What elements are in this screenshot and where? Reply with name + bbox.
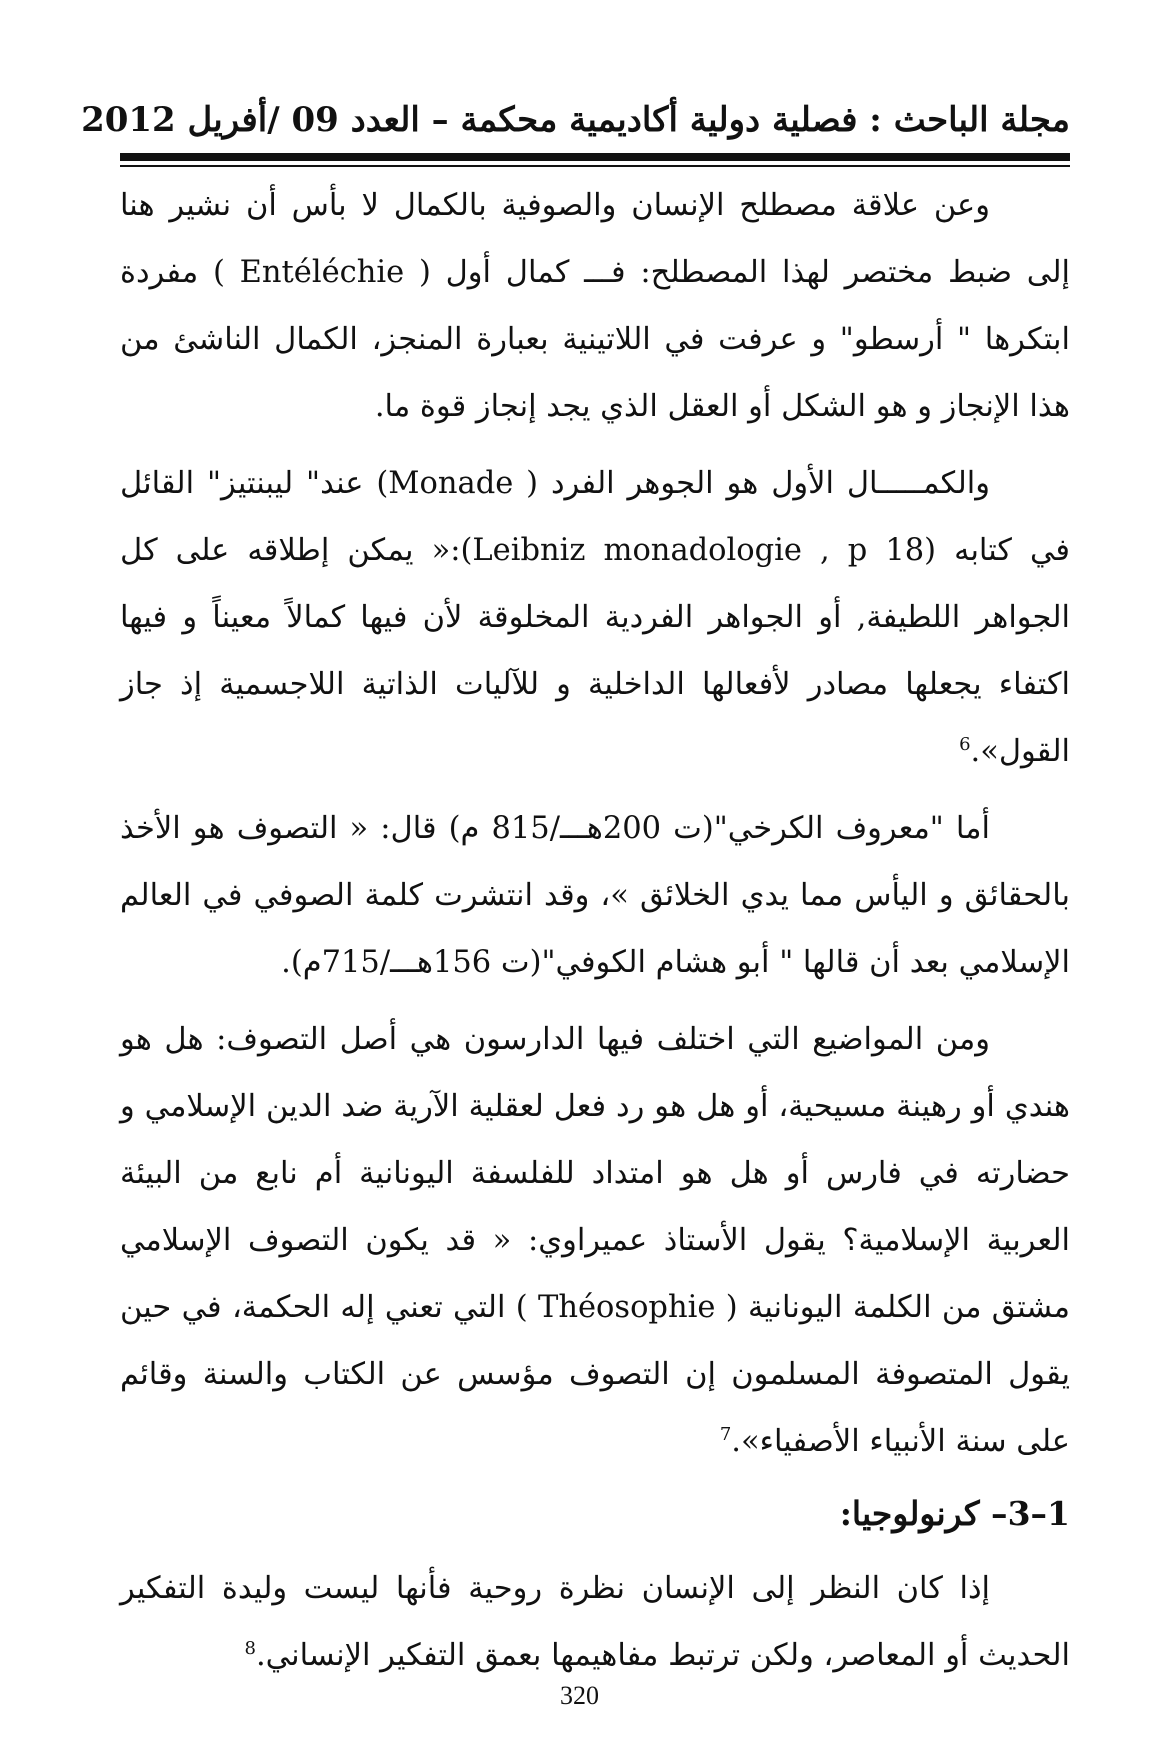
- paragraph-monade: [120, 450, 1070, 785]
- footnote-marker: 8: [244, 1637, 256, 1659]
- page-number: 320: [560, 1681, 599, 1710]
- article-body: [120, 172, 1070, 1689]
- footnote-marker: 6: [959, 733, 971, 755]
- paragraph-text: والكمـــــال الأول هو الجوهر الفرد ( Monade) عند" ليبنتيز" القائل في كتابه (Leibniz monadologie , p 18):« يمكن إطلاقه على كل الجواهر اللطيفة, أو الجواهر الفردية المخلوقة لأن فيها كمالاً معيناً و فيها اكتفاء يجعلها مصادر لأفعالها الداخلية و للآليات الذاتية اللاجسمية إذ جاز القول».: [120, 466, 1070, 769]
- header-rule-thin: [120, 165, 1070, 167]
- paragraph-text: ومن المواضيع التي اختلف فيها الدارسون هي أصل التصوف: هل هو هندي أو رهينة مسيحية، أو هل هو رد فعل لعقلية الآرية ضد الدين الإسلامي و حضارته في فارس أو هل هو امتداد للفلسفة اليونانية أم نابع من البيئة العربية الإسلامية؟ يقول الأستاذ عميراوي: « قد يكون التصوف الإسلامي مشتق من الكلمة اليونانية ( Théosophie ) التي تعني إله الحكمة، في حين يقول المتصوفة المسلمون إن التصوف مؤسس عن الكتاب والسنة وقائم على سنة الأنبياء الأصفياء».: [120, 1022, 1070, 1459]
- paragraph-karkhi: [120, 795, 1070, 996]
- paragraph-chronology: [120, 1555, 1070, 1689]
- paragraph-entelechie: [120, 172, 1070, 440]
- paragraph-text: وعن علاقة مصطلح الإنسان والصوفية بالكمال لا بأس أن نشير هنا إلى ضبط مختصر لهذا المصطلح: فـــ كمال أول ( Entéléchie ) مفردة ابتكرها " أرسطو" و عرفت في اللاتينية بعبارة المنجز، الكمال الناشئ من هذا الإنجاز و هو الشكل أو العقل الذي يجد إنجاز قوة ما.: [120, 188, 1070, 424]
- footnote-marker: 7: [719, 1423, 732, 1445]
- paragraph-text: أما "معروف الكرخي"(ت 200هـــ/815 م) قال: « التصوف هو الأخذ بالحقائق و اليأس مما يدي الخلائق »، وقد انتشرت كلمة الصوفي في العالم الإسلامي بعد أن قالها " أبو هشام الكوفي"(ت 156هـــ/715م).: [120, 811, 1070, 980]
- running-header: مجلة الباحث : فصلية دولية أكاديمية محكمة – العدد 09 /أفريل 2012: [81, 100, 1070, 140]
- header-rule-thick: [120, 153, 1070, 161]
- paragraph-text: إذا كان النظر إلى الإنسان نظرة روحية فأنها ليست وليدة التفكير الحديث أو المعاصر، ولكن ترتبط مفاهيمها بعمق التفكير الإنساني.: [120, 1571, 1070, 1673]
- paragraph-origins: [120, 1006, 1070, 1475]
- section-heading: 1–3– كرنولوجيا:: [839, 1494, 1070, 1533]
